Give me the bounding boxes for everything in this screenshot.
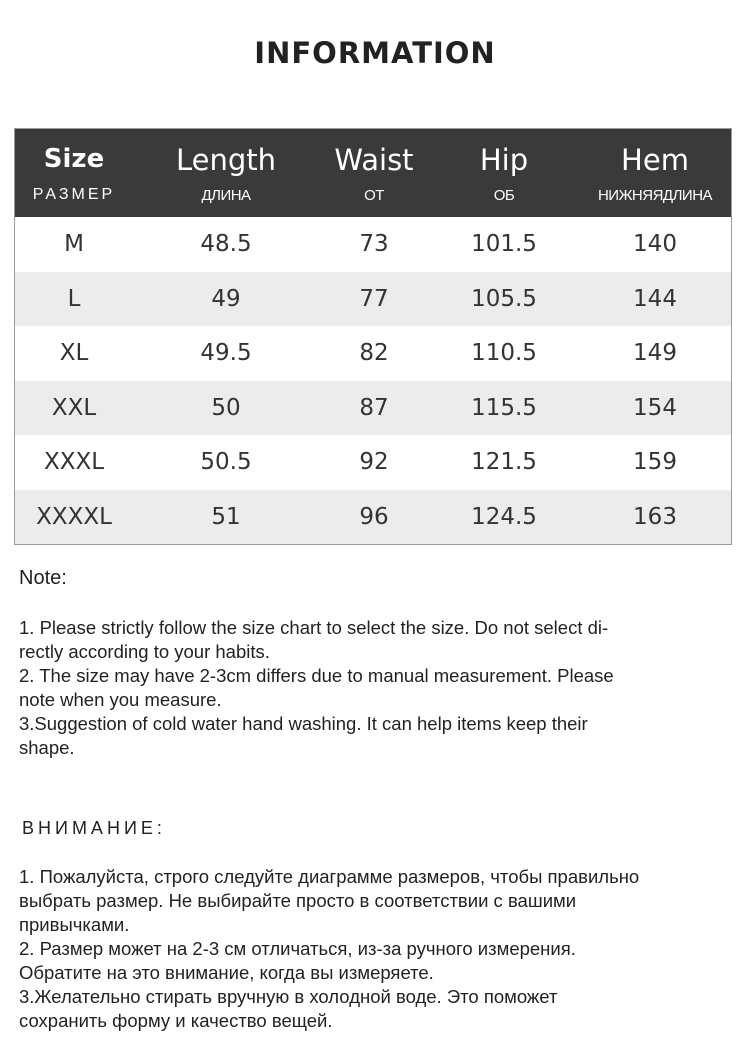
header-label-ru: ОТ <box>364 186 384 204</box>
cell-hem: 149 <box>633 340 677 366</box>
note-line: 1. Please strictly follow the size chart to select the size. Do not select di- <box>19 617 609 638</box>
note-line: note when you measure. <box>19 689 222 710</box>
cell-length: 50.5 <box>200 449 252 476</box>
note-text <box>19 616 719 760</box>
size-chart <box>14 128 732 545</box>
attention-line: привычками. <box>19 914 130 935</box>
table-row <box>15 326 731 381</box>
header-label-en: Length <box>175 142 277 177</box>
header-hip <box>429 129 579 217</box>
header-waist <box>319 129 429 217</box>
cell-size: XXL <box>51 394 97 421</box>
cell-hem: 163 <box>633 503 677 530</box>
table-row <box>15 435 731 490</box>
header-size <box>15 129 133 217</box>
header-label-ru: НИЖНЯЯДЛИНА <box>597 186 713 204</box>
cell-waist: 77 <box>359 285 389 312</box>
attention-line: 2. Размер может на 2-3 см отличаться, из-за ручного измерения. <box>19 938 576 959</box>
cell-length: 48.5 <box>200 231 252 258</box>
table-header-row <box>15 129 731 217</box>
header-length <box>133 129 319 217</box>
attention-line: 3.Желательно стирать вручную в холодной воде. Это поможет <box>19 986 558 1007</box>
cell-hip: 101.5 <box>471 231 537 257</box>
cell-length: 49 <box>211 285 241 312</box>
table-row <box>15 217 731 272</box>
note-line: shape. <box>19 737 75 758</box>
cell-hem: 144 <box>633 285 677 312</box>
size-table <box>15 129 731 544</box>
note-line: 3.Suggestion of cold water hand washing. It can help items keep their <box>19 713 588 734</box>
cell-hem: 140 <box>633 231 677 257</box>
cell-waist: 73 <box>359 231 389 258</box>
header-label-ru: ОБ <box>493 186 515 204</box>
cell-hip: 105.5 <box>471 285 537 312</box>
attention-line: Обратите на это внимание, когда вы измеряете. <box>19 962 434 983</box>
cell-hip: 115.5 <box>471 394 537 421</box>
cell-size: M <box>64 231 84 257</box>
attention-line: сохранить форму и качество вещей. <box>19 1010 333 1031</box>
note-line: 2. The size may have 2-3cm differs due to manual measurement. Please <box>19 665 614 686</box>
cell-size: XXXL <box>43 449 105 475</box>
cell-hip: 124.5 <box>471 503 537 530</box>
table-row <box>15 381 731 436</box>
cell-waist: 87 <box>359 394 389 421</box>
attention-title: ВНИМАНИЕ: <box>22 818 166 838</box>
cell-size: XXXXL <box>36 503 112 530</box>
note-title: Note: <box>19 567 67 589</box>
cell-hip: 110.5 <box>471 340 537 366</box>
cell-waist: 82 <box>359 340 389 367</box>
page-title: INFORMATION <box>254 36 496 70</box>
cell-size: L <box>67 285 81 312</box>
cell-hem: 159 <box>633 449 677 475</box>
header-label-ru: РАЗМЕР <box>32 186 116 203</box>
attention-line: выбрать размер. Не выбирайте просто в соответствии с вашими <box>19 890 577 911</box>
table-row <box>15 490 731 545</box>
attention-line: 1. Пожалуйста, строго следуйте диаграмме размеров, чтобы правильно <box>19 866 640 887</box>
header-label-ru: ДЛИНА <box>201 186 251 204</box>
cell-length: 51 <box>211 503 241 530</box>
cell-hip: 121.5 <box>471 449 537 475</box>
cell-waist: 92 <box>359 449 389 476</box>
attention-text <box>19 865 719 1033</box>
header-label-en: Size <box>43 144 105 174</box>
table-row <box>15 272 731 327</box>
cell-length: 50 <box>211 394 241 421</box>
header-label-en: Waist <box>334 142 414 177</box>
note-line: rectly according to your habits. <box>19 641 270 662</box>
header-label-en: Hem <box>621 142 689 177</box>
header-label-en: Hip <box>479 142 529 177</box>
cell-size: XL <box>59 340 89 366</box>
cell-length: 49.5 <box>200 340 252 367</box>
cell-waist: 96 <box>359 503 389 530</box>
cell-hem: 154 <box>633 394 677 421</box>
header-hem <box>579 129 731 217</box>
